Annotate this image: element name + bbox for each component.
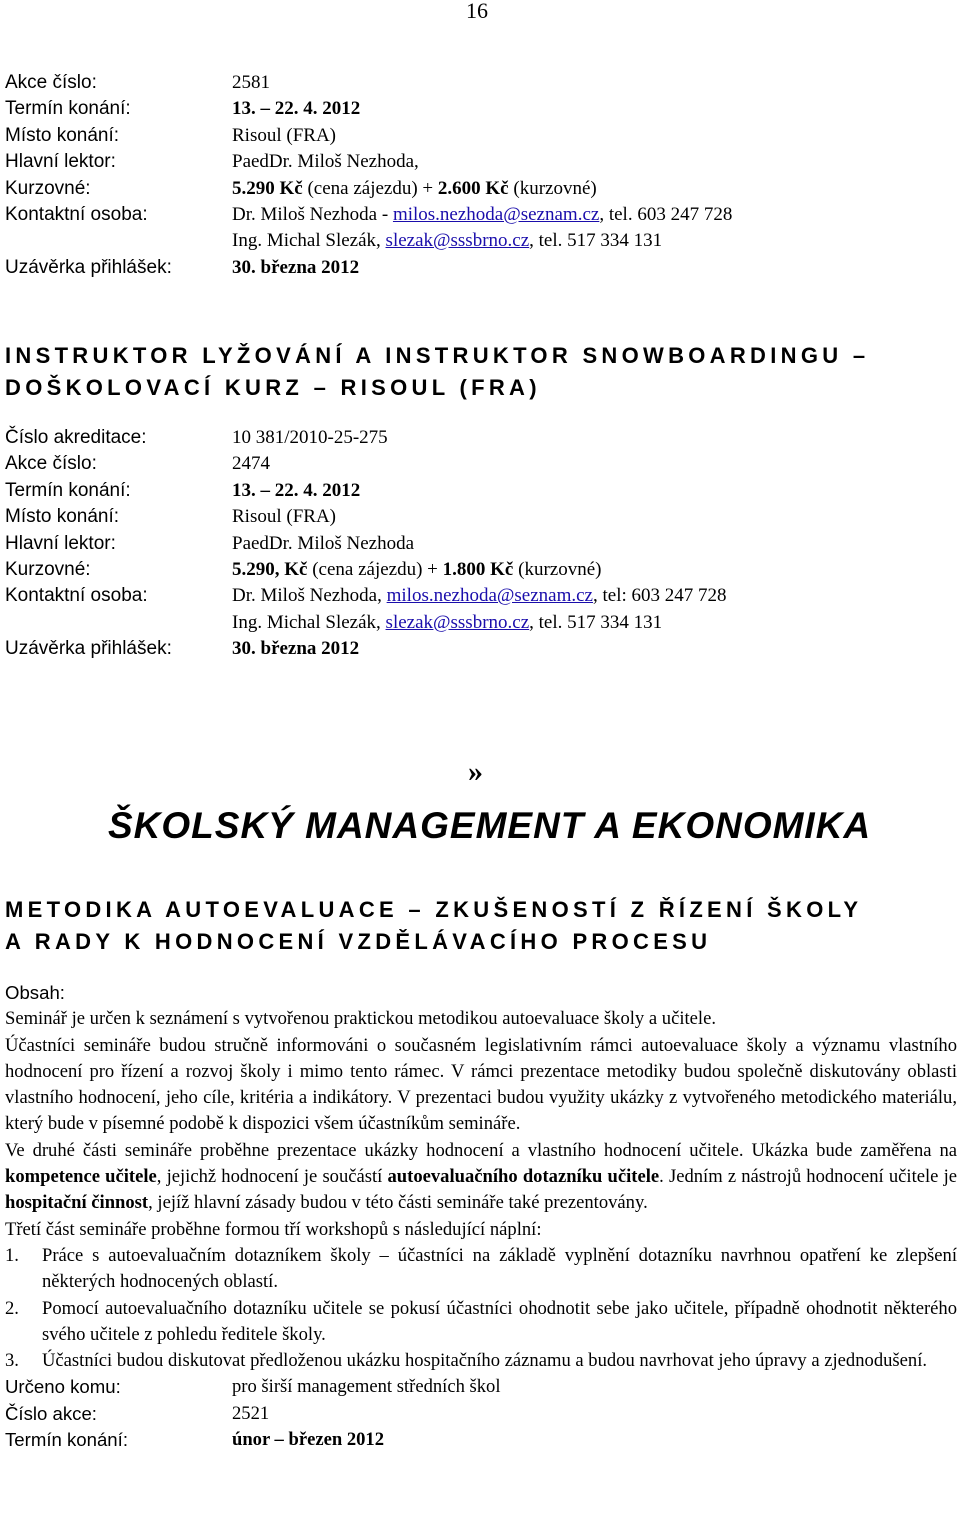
detail-value: 2581 [232, 72, 270, 93]
emphasis: autoevaluačního dotazníku učitele [387, 1166, 660, 1188]
detail-value: 13. – 22. 4. 2012 [232, 479, 361, 501]
fee-label: Kurzovné: [5, 177, 91, 199]
detail-label: Hlavní lektor: [5, 151, 116, 173]
event-details-2581 [5, 70, 955, 281]
workshop-list [5, 1243, 957, 1374]
contact-name: Ing. Michal Slezák, [232, 230, 386, 252]
course-heading-ski-instructor [5, 340, 955, 404]
email-link[interactable]: slezak@sssbrno.cz [385, 611, 530, 633]
event-details-2474 [5, 425, 955, 663]
detail-label: Hlavní lektor: [5, 532, 116, 554]
deadline-row [5, 255, 955, 281]
list-number: 1. [5, 1244, 19, 1266]
contact-value [232, 610, 662, 636]
text-span: , jejíž hlavní zásady budou v této části semináře také prezentovány. [148, 1192, 648, 1214]
contact-name: Ing. Michal Slezák, [232, 611, 386, 633]
detail-label: Termín konání: [5, 479, 131, 501]
section-title: ŠKOLSKÝ MANAGEMENT A EKONOMIKA [108, 805, 872, 846]
fee-row [5, 176, 955, 202]
text-span: Ve druhé části semináře proběhne prezentace ukázky hodnocení a vlastního hodnocení učitele. Ukázka bude zaměřena na [5, 1139, 957, 1161]
detail-label: Termín konání: [5, 1429, 128, 1451]
contact-phone: , tel. 603 247 728 [599, 203, 733, 225]
detail-value: Risoul (FRA) [232, 506, 336, 528]
detail-row [5, 70, 955, 96]
text-span: . Jedním z nástrojů hodnocení učitele je [659, 1166, 957, 1188]
detail-value: PaedDr. Miloš Nezhoda, [232, 151, 419, 173]
contact-value [232, 202, 732, 228]
heading-line: INSTRUKTOR LYŽOVÁNÍ A INSTRUKTOR SNOWBOARDINGU – [5, 343, 870, 368]
list-item [5, 1296, 957, 1349]
detail-row [5, 504, 955, 530]
detail-row [5, 425, 955, 451]
fee-trip-note: (cena zájezdu) + [302, 177, 438, 199]
contact-label: Kontaktní osoba: [5, 203, 148, 225]
detail-row [5, 96, 955, 122]
detail-row [5, 451, 955, 477]
contact-value [232, 228, 662, 254]
detail-value: pro širší management středních škol [232, 1376, 501, 1398]
detail-value: 2474 [232, 453, 270, 475]
contact-name: Dr. Miloš Nezhoda - [232, 203, 393, 225]
fee-trip-amount: 5.290 Kč [232, 177, 303, 199]
deadline-value: 30. března 2012 [232, 256, 360, 278]
list-number: 2. [5, 1297, 19, 1319]
course-heading-autoevaluation [5, 894, 955, 958]
paragraph: Účastníci semináře budou stručně informováni o současném legislativním rámci autoevaluace školy a významu vlastního hodnocení pro řízení a rozvoj školy i mimo tento rámec. V rámci prezentace metodiky budou společně diskutovány oblasti vlastního hodnocení, jeho cíle, kritéria a indikátory. V prezentaci budou využity ukázky z vytvořeného metodického materiálu, který bude v písemné podobě k dispozici všem účastníkům semináře. [5, 1034, 957, 1135]
detail-row [5, 1374, 957, 1400]
detail-label: Místo konání: [5, 124, 120, 146]
deadline-row [5, 636, 955, 662]
fee-value [232, 176, 597, 202]
list-text: Pomocí autoevaluačního dotazníku učitele se pokusí účastníci ohodnotit sebe jako učitele, případně ohodnotit některého svého učitele z pohledu ředitele školy. [42, 1297, 957, 1345]
fee-trip-note: (cena zájezdu) + [307, 558, 443, 580]
contact-row [5, 583, 955, 609]
email-link[interactable]: milos.nezhoda@seznam.cz [386, 585, 593, 607]
paragraph: Seminář je určen k seznámení s vytvořenou praktickou metodikou autoevaluace školy a učitele. [5, 1008, 716, 1030]
contact-row [5, 610, 955, 636]
contact-row [5, 202, 955, 228]
contact-name: Dr. Miloš Nezhoda, [232, 585, 387, 607]
detail-value: 13. – 22. 4. 2012 [232, 98, 361, 120]
fee-course-amount: 1.800 Kč [442, 558, 514, 580]
fee-course-note: (kurzovné) [513, 558, 602, 580]
detail-label: Určeno komu: [5, 1376, 121, 1398]
list-item [5, 1348, 957, 1374]
heading-line: DOŠKOLOVACÍ KURZ – RISOUL (FRA) [5, 375, 541, 400]
page-number: 16 [466, 0, 488, 23]
contact-row [5, 228, 955, 254]
detail-label: Termín konání: [5, 98, 131, 120]
list-text: Práce s autoevaluačním dotazníkem školy – účastníci na základě vyplnění dotazníku navrhnou opatření ke zlepšení některých hodnocených oblastí. [42, 1244, 957, 1293]
contact-phone: , tel. 517 334 131 [529, 230, 663, 252]
deadline-value: 30. března 2012 [232, 638, 360, 660]
detail-row [5, 123, 955, 149]
list-item [5, 1243, 957, 1296]
fee-row [5, 557, 955, 583]
contact-phone: , tel. 517 334 131 [529, 611, 663, 633]
paragraph [5, 1138, 957, 1217]
detail-row [5, 1427, 957, 1453]
detail-value: Risoul (FRA) [232, 124, 336, 146]
fee-value [232, 557, 601, 583]
detail-label: Místo konání: [5, 506, 120, 528]
list-text: Účastníci budou diskutovat předloženou ukázku hospitačního záznamu a budou navrhovat jeho úpravy a zjednodušení. [42, 1350, 928, 1372]
detail-value: PaedDr. Miloš Nezhoda [232, 532, 415, 554]
heading-line: A RADY K HODNOCENÍ VZDĚLÁVACÍHO PROCESU [5, 929, 712, 954]
obsah-label: Obsah: [5, 982, 65, 1003]
deadline-label: Uzávěrka přihlášek: [5, 256, 172, 278]
contact-value [232, 583, 727, 609]
email-link[interactable]: slezak@sssbrno.cz [385, 230, 530, 252]
deadline-label: Uzávěrka přihlášek: [5, 638, 172, 660]
detail-row [5, 1401, 957, 1427]
fee-course-amount: 2.600 Kč [437, 177, 509, 199]
footer-details [5, 1374, 957, 1453]
contact-label: Kontaktní osoba: [5, 585, 148, 607]
course-description [5, 980, 957, 1454]
detail-label: Číslo akreditace: [5, 427, 147, 448]
section-marker-icon: » [468, 755, 483, 788]
list-number: 3. [5, 1350, 19, 1372]
detail-label: Číslo akce: [5, 1402, 97, 1424]
text-span: , jejichž hodnocení je součástí [156, 1166, 388, 1188]
detail-value: únor – březen 2012 [232, 1429, 385, 1451]
detail-value: 10 381/2010-25-275 [232, 427, 388, 448]
detail-label: Akce číslo: [5, 72, 97, 93]
email-link[interactable]: milos.nezhoda@seznam.cz [392, 203, 600, 225]
detail-row [5, 149, 955, 175]
emphasis: hospitační činnost [5, 1192, 149, 1214]
paragraph: Třetí část semináře proběhne formou tří workshopů s následující náplní: [5, 1218, 542, 1240]
detail-row [5, 478, 955, 504]
detail-value: 2521 [232, 1402, 270, 1424]
fee-course-note: (kurzovné) [508, 177, 597, 199]
detail-label: Akce číslo: [5, 453, 97, 475]
fee-trip-amount: 5.290, Kč [232, 558, 308, 580]
contact-phone: , tel: 603 247 728 [593, 585, 727, 607]
emphasis: kompetence učitele [5, 1166, 157, 1188]
detail-row [5, 531, 955, 557]
heading-line: METODIKA AUTOEVALUACE – ZKUŠENOSTÍ Z ŘÍZENÍ ŠKOLY [5, 897, 863, 922]
fee-label: Kurzovné: [5, 558, 91, 580]
